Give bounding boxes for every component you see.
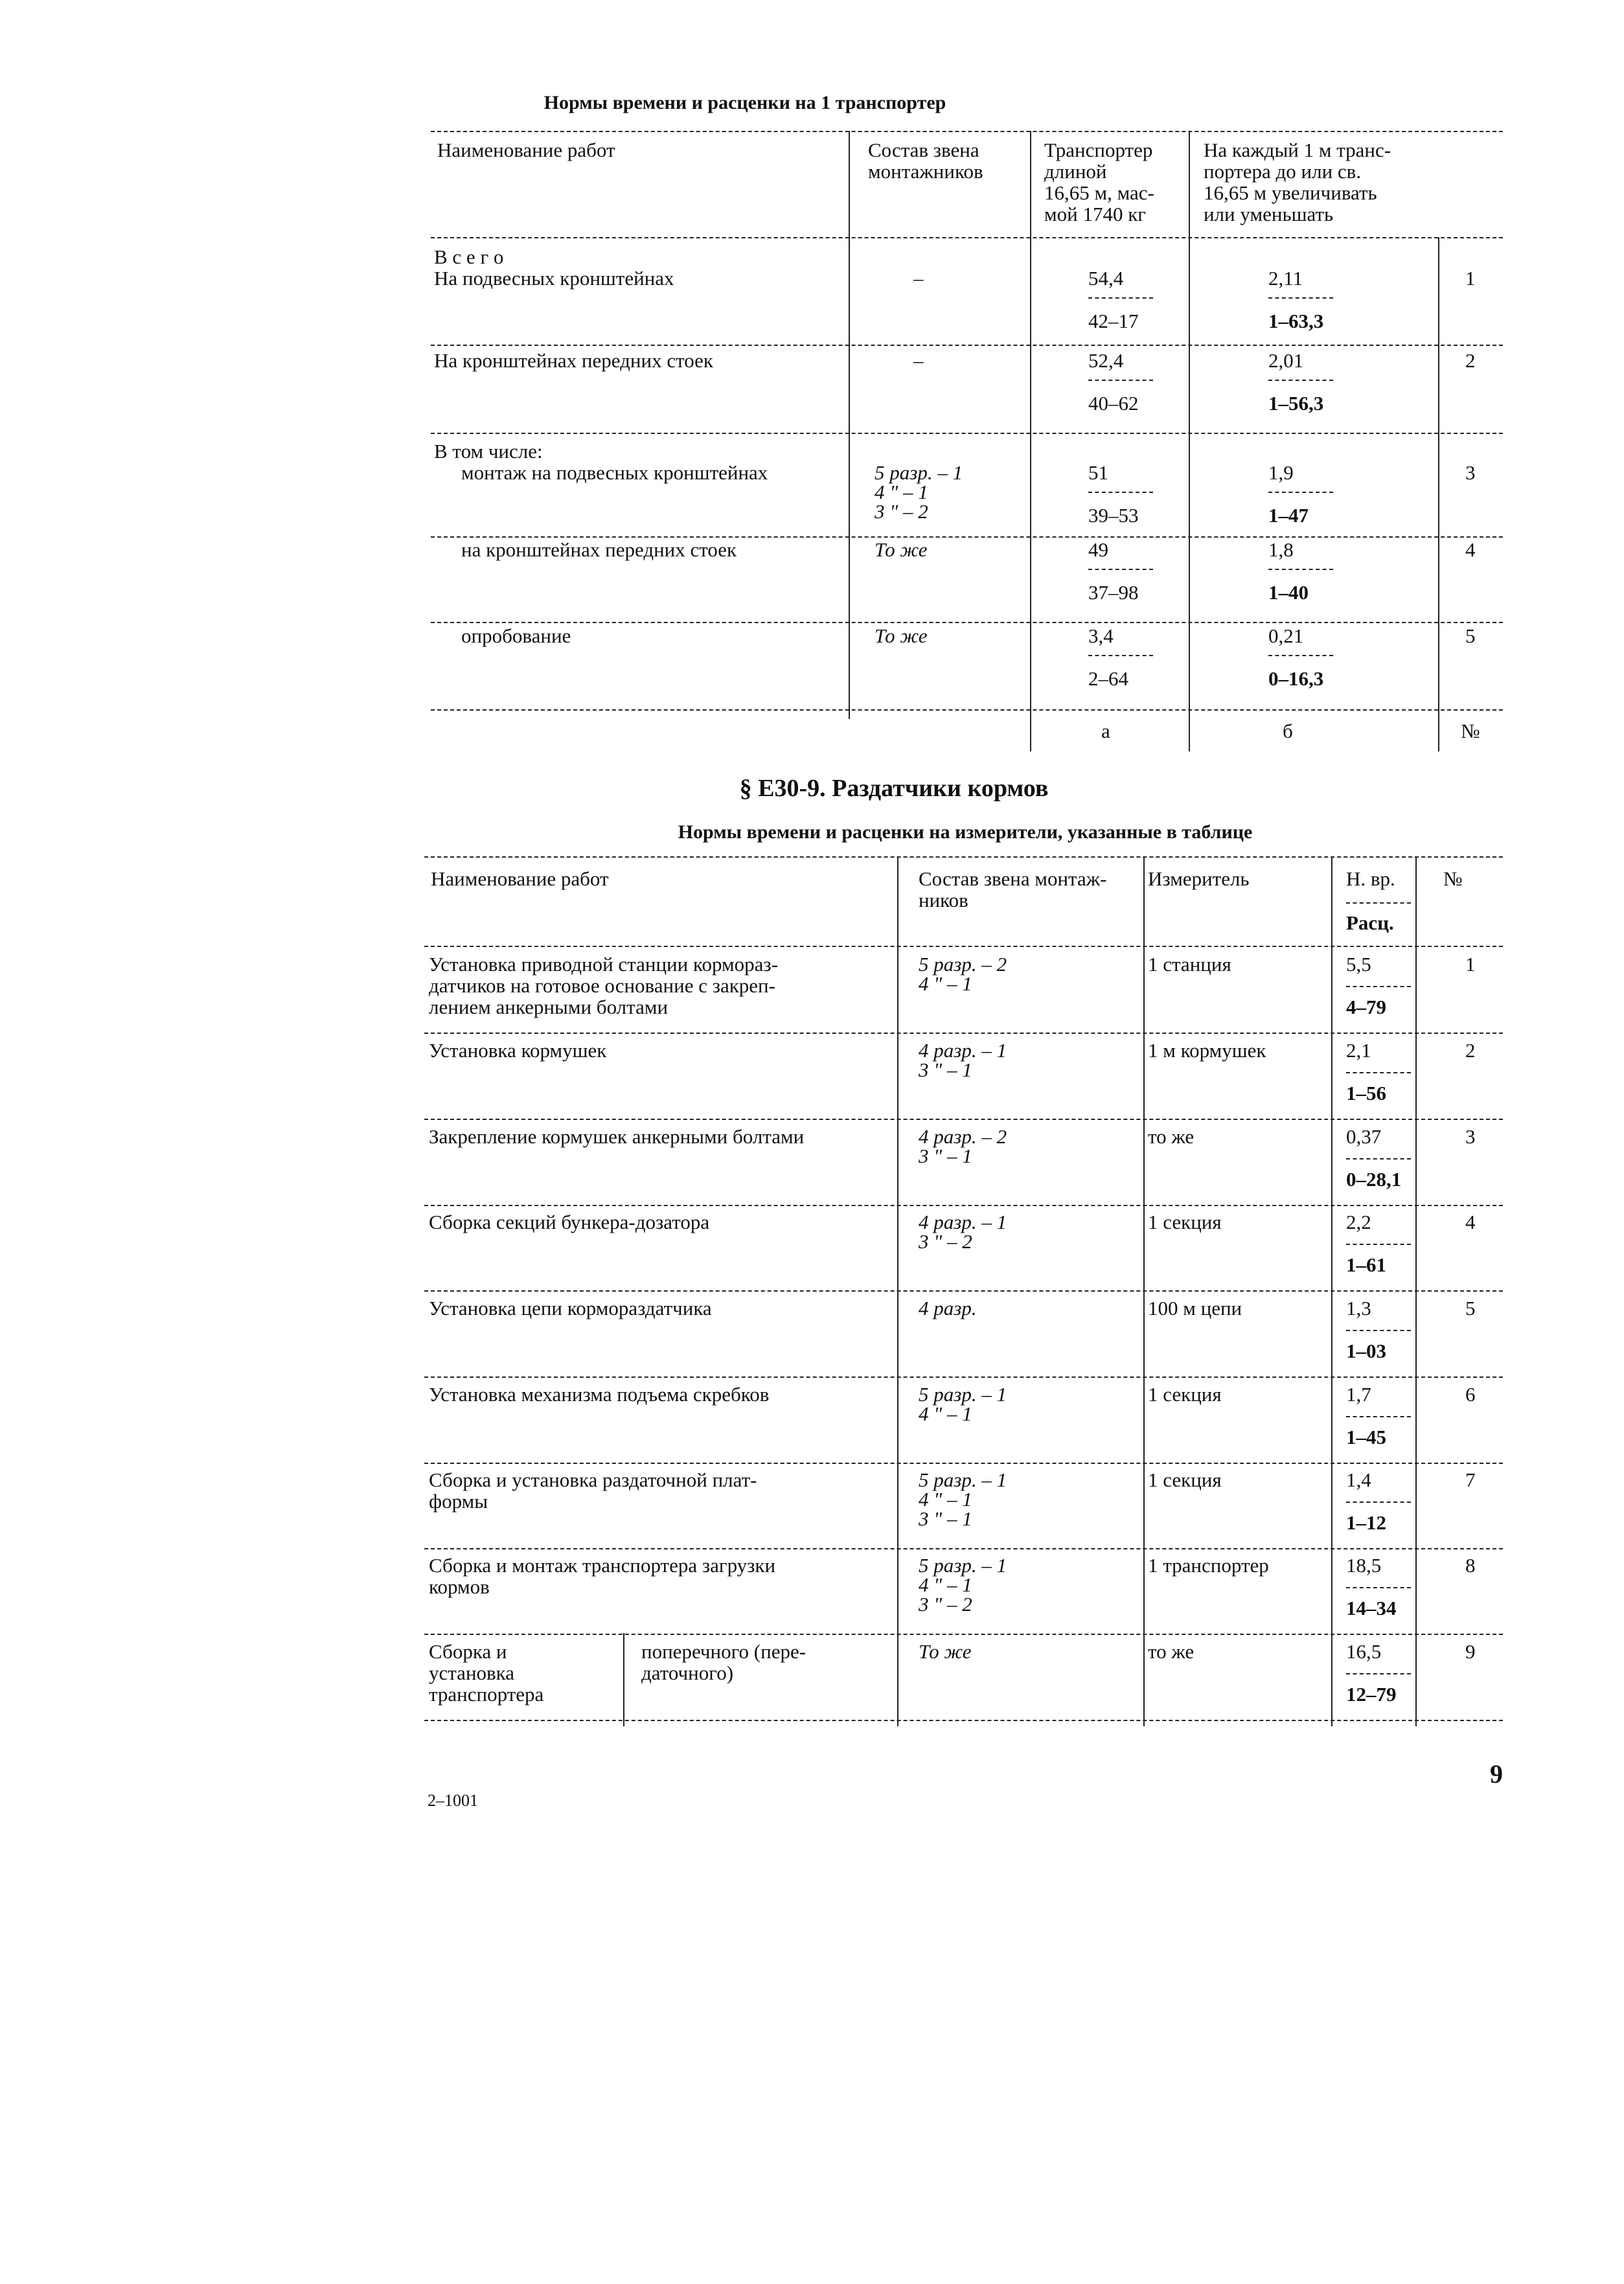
table2-row-crew: 3 " – 1 bbox=[919, 1058, 972, 1081]
table1-row-a-bot: 2–64 bbox=[1088, 667, 1128, 690]
table1-row-name: опробование bbox=[461, 624, 571, 647]
table1-header-permeter-line: На каждый 1 м транс- bbox=[1204, 139, 1391, 161]
table2-row-unit: то же bbox=[1148, 1640, 1195, 1663]
table2-row-crew: 4 разр. – 2 bbox=[919, 1125, 1007, 1148]
table1-row-name: На подвесных кронштейнах bbox=[434, 267, 674, 290]
table2-header-rule bbox=[424, 946, 1503, 947]
table1-row-a-top: 49 bbox=[1088, 538, 1108, 561]
table1-row-a-bar bbox=[1088, 492, 1153, 493]
table2-row-unit: то же bbox=[1148, 1125, 1195, 1148]
table1-row-rule bbox=[431, 622, 1503, 623]
table2-header-norm: Н. вр. bbox=[1346, 867, 1395, 890]
table1-row-rule bbox=[431, 433, 1503, 434]
table2-row-rule bbox=[424, 1205, 1503, 1206]
table1-row-b-bar bbox=[1268, 492, 1333, 493]
table2-row-rate: 1–45 bbox=[1346, 1426, 1386, 1448]
table2-row-crew: 5 разр. – 1 bbox=[919, 1554, 1007, 1577]
table2-row-rate: 1–56 bbox=[1346, 1082, 1386, 1104]
table2-row-rate: 1–61 bbox=[1346, 1253, 1386, 1276]
table1-header-permeter-line: портера до или св. bbox=[1204, 160, 1362, 183]
table2-header-norm-bar bbox=[1346, 902, 1411, 904]
table1-header-crew-line: Состав звена bbox=[868, 139, 979, 161]
table1-row-a-bar bbox=[1088, 297, 1153, 299]
table2-row-number: 4 bbox=[1465, 1211, 1476, 1233]
table1-row-a-top: 52,4 bbox=[1088, 349, 1124, 372]
table2-row-norm: 0,37 bbox=[1346, 1125, 1382, 1148]
table1-header-length-line: мой 1740 кг bbox=[1044, 203, 1146, 225]
table2-row-rate: 14–34 bbox=[1346, 1597, 1397, 1619]
table2-row-crew: 5 разр. – 2 bbox=[919, 953, 1007, 976]
table1-col-divider-2 bbox=[1030, 131, 1031, 751]
footer-code: 2–1001 bbox=[428, 1791, 478, 1810]
table2-row-number: 3 bbox=[1465, 1125, 1476, 1148]
table2-row-norm-bar bbox=[1346, 1158, 1411, 1159]
table2-row-unit: 1 транспортер bbox=[1148, 1554, 1269, 1577]
table2-row-norm-bar bbox=[1346, 1330, 1411, 1331]
table2-row-rule bbox=[424, 1634, 1503, 1635]
table1-col-divider-3 bbox=[1189, 131, 1190, 751]
table1-row-a-top: 51 bbox=[1088, 461, 1108, 484]
table1-row-b-bot: 0–16,3 bbox=[1268, 667, 1324, 690]
table1-row-b-bot: 1–56,3 bbox=[1268, 392, 1324, 415]
table2-row-rate: 1–12 bbox=[1346, 1511, 1386, 1534]
table2-row-norm: 1,7 bbox=[1346, 1383, 1371, 1406]
table2-row-rule bbox=[424, 1119, 1503, 1120]
table2-row-norm: 1,4 bbox=[1346, 1468, 1371, 1491]
table1-row-number: 4 bbox=[1465, 538, 1476, 561]
table2-row-name: датчиков на готовое основание с закреп- bbox=[429, 974, 775, 997]
table1-row-name: В том числе: bbox=[434, 440, 543, 463]
table1-row-a-top: 3,4 bbox=[1088, 624, 1114, 647]
table2-row-number: 2 bbox=[1465, 1039, 1476, 1062]
table1-col-divider-1 bbox=[849, 131, 850, 719]
table2-row-name: Установка кормушек bbox=[429, 1039, 607, 1062]
table2-row-name: формы bbox=[429, 1490, 488, 1513]
table1-row-b-bar bbox=[1268, 655, 1333, 656]
table1-row-name: На кронштейнах передних стоек bbox=[434, 349, 713, 372]
table2-row-name: Сборка и установка раздаточной плат- bbox=[429, 1468, 757, 1491]
table1-row-number: 2 bbox=[1465, 349, 1476, 372]
table2-row-name: Сборка секций бункера-дозатора bbox=[429, 1211, 710, 1233]
table1-row-a-bar bbox=[1088, 569, 1153, 570]
table2-header-unit: Измеритель bbox=[1148, 867, 1250, 890]
table1-footer-a: а bbox=[1101, 720, 1110, 742]
table2-row-name: установка bbox=[429, 1662, 515, 1684]
page-number: 9 bbox=[1490, 1759, 1503, 1788]
table1-header-permeter-line: или уменьшать bbox=[1204, 203, 1334, 225]
table2-row-name: Установка приводной станции корморaз- bbox=[429, 953, 778, 976]
table2-row-rule bbox=[424, 1290, 1503, 1292]
table1-row-name: монтаж на подвесных кронштейнах bbox=[461, 461, 768, 484]
table1-row-a-bot: 42–17 bbox=[1088, 310, 1139, 332]
table2-row-name: Сборка и bbox=[429, 1640, 507, 1663]
table1-row-a-bar bbox=[1088, 380, 1153, 381]
table2-row-norm-bar bbox=[1346, 1673, 1411, 1674]
table2-row-rule bbox=[424, 1376, 1503, 1378]
table2-row-unit: 1 м кормушек bbox=[1148, 1039, 1266, 1062]
table2-row-number: 8 bbox=[1465, 1554, 1476, 1577]
table2-row-norm: 2,2 bbox=[1346, 1211, 1371, 1233]
table2-row-name: Установка механизма подъема скребков bbox=[429, 1383, 770, 1406]
table1-footer-no: № bbox=[1461, 720, 1480, 742]
table2-row-crew: 3 " – 2 bbox=[919, 1593, 972, 1616]
table1-row-number: 1 bbox=[1465, 267, 1476, 290]
table1-row-crew: То же bbox=[875, 624, 928, 647]
table1-header-permeter-line: 16,65 м увеличивать bbox=[1204, 181, 1377, 204]
table1-header-crew-line: монтажников bbox=[868, 160, 983, 183]
table2-row-unit: 1 секция bbox=[1148, 1383, 1222, 1406]
table2-row-number: 7 bbox=[1465, 1468, 1476, 1491]
table1-row-b-bar bbox=[1268, 569, 1333, 570]
table2-header-crew-line: ников bbox=[919, 889, 968, 911]
table2-header-crew-line: Состав звена монтаж- bbox=[919, 867, 1107, 890]
table2-row-number: 1 bbox=[1465, 953, 1476, 976]
table2-row-crew: 4 разр. – 1 bbox=[919, 1039, 1007, 1062]
table1-header-length-line: 16,65 м, мас- bbox=[1044, 181, 1154, 204]
table2-row-crew: 3 " – 1 bbox=[919, 1145, 972, 1167]
table1-header-length-line: длиной bbox=[1044, 160, 1107, 183]
table1-row-rule bbox=[431, 345, 1503, 346]
table2-row-rate: 12–79 bbox=[1346, 1683, 1397, 1706]
table1-header-length-line: Транспортер bbox=[1044, 139, 1153, 161]
table1-row-b-bar bbox=[1268, 380, 1333, 381]
table2-row-crew: 4 " – 1 bbox=[919, 972, 972, 995]
table2-row-crew: 3 " – 1 bbox=[919, 1507, 972, 1530]
table1-header-rule bbox=[431, 237, 1503, 238]
table1-row-crew: То же bbox=[875, 538, 928, 561]
table2-row-rate: 4–79 bbox=[1346, 996, 1386, 1018]
table1-header-name: Наименование работ bbox=[437, 139, 615, 161]
table1-top-rule bbox=[431, 131, 1503, 132]
table2-top-rule bbox=[424, 856, 1503, 858]
table2-row-crew: 5 разр. – 1 bbox=[919, 1468, 1007, 1491]
table1-row-name: В с е г о bbox=[434, 246, 504, 268]
table1-row-crew-dash: – bbox=[913, 349, 924, 372]
table2-row-rate: 1–03 bbox=[1346, 1340, 1386, 1362]
table1-row-b-top: 1,9 bbox=[1268, 461, 1294, 484]
table1-row-b-bot: 1–63,3 bbox=[1268, 310, 1324, 332]
table2-row-norm-bar bbox=[1346, 1502, 1411, 1503]
table2-row-name-sub: даточного) bbox=[641, 1662, 734, 1684]
table2-row-number: 9 bbox=[1465, 1640, 1476, 1663]
table2-row-crew: 4 " – 1 bbox=[919, 1402, 972, 1425]
table2-row-norm: 2,1 bbox=[1346, 1039, 1371, 1062]
table1-row-rule bbox=[431, 536, 1503, 538]
table2-caption: Нормы времени и расценки на измерители, указанные в таблице bbox=[678, 821, 1253, 843]
table2-row-norm: 5,5 bbox=[1346, 953, 1371, 976]
table1-row-crew: 4 " – 1 bbox=[875, 481, 928, 503]
table2-row-rule bbox=[424, 1720, 1503, 1721]
table1-row-b-top: 2,01 bbox=[1268, 349, 1304, 372]
table1-footer-b: б bbox=[1283, 720, 1293, 742]
table2-row-crew: 5 разр. – 1 bbox=[919, 1383, 1007, 1406]
table2-header-name: Наименование работ bbox=[431, 867, 609, 890]
table2-row-crew: 4 разр. bbox=[919, 1297, 977, 1319]
table1-row-a-bot: 40–62 bbox=[1088, 392, 1139, 415]
table2-row-norm-bar bbox=[1346, 1587, 1411, 1588]
table2-row-number: 5 bbox=[1465, 1297, 1476, 1319]
table1-caption: Нормы времени и расценки на 1 транспортер bbox=[543, 92, 946, 113]
table1-row-rule bbox=[431, 709, 1503, 711]
table2-row-norm-bar bbox=[1346, 986, 1411, 987]
table2-row-name: лением анкерными болтами bbox=[429, 996, 669, 1018]
table1-row-crew: 5 разр. – 1 bbox=[875, 461, 963, 484]
table2-row-name: Закрепление кормушек анкерными болтами bbox=[429, 1125, 805, 1148]
table2-row-norm-bar bbox=[1346, 1416, 1411, 1417]
table2-header-no: № bbox=[1443, 867, 1463, 890]
table2-row-crew: 4 разр. – 1 bbox=[919, 1211, 1007, 1233]
table1-row-b-bot: 1–47 bbox=[1268, 504, 1309, 527]
table2-row-rule bbox=[424, 1463, 1503, 1464]
table2-row-norm: 16,5 bbox=[1346, 1640, 1382, 1663]
table2-row-unit: 1 станция bbox=[1148, 953, 1231, 976]
table1-row-b-top: 0,21 bbox=[1268, 624, 1304, 647]
section-title: § Е30-9. Раздатчики кормов bbox=[739, 775, 1049, 802]
table1-row-b-top: 1,8 bbox=[1268, 538, 1294, 561]
table2-row-crew: 4 " – 1 bbox=[919, 1488, 972, 1511]
table2-row-norm: 18,5 bbox=[1346, 1554, 1382, 1577]
table1-row-crew-dash: – bbox=[913, 267, 924, 290]
table2-row-norm-bar bbox=[1346, 1072, 1411, 1073]
table2-row-crew: 3 " – 2 bbox=[919, 1230, 972, 1253]
table1-row-a-bot: 39–53 bbox=[1088, 504, 1139, 527]
table1-row-b-bar bbox=[1268, 297, 1333, 299]
table1-row-number: 5 bbox=[1465, 624, 1476, 647]
table2-row-name: Сборка и монтаж транспортера загрузки bbox=[429, 1554, 776, 1577]
table1-row-b-top: 2,11 bbox=[1268, 267, 1303, 290]
table2-row-rule bbox=[424, 1548, 1503, 1549]
table2-row-norm-bar bbox=[1346, 1244, 1411, 1245]
table2-row-name: Установка цепи кормораздатчика bbox=[429, 1297, 712, 1319]
table2-row-unit: 100 м цепи bbox=[1148, 1297, 1242, 1319]
table2-row-unit: 1 секция bbox=[1148, 1468, 1222, 1491]
table1-row-b-bot: 1–40 bbox=[1268, 581, 1309, 604]
table2-row-crew: 4 " – 1 bbox=[919, 1573, 972, 1596]
table1-col-divider-4 bbox=[1438, 237, 1439, 751]
table2-row-crew: То же bbox=[919, 1640, 972, 1663]
table2-header-rate: Расц. bbox=[1346, 911, 1394, 934]
table1-row-crew: 3 " – 2 bbox=[875, 500, 928, 523]
table1-row-a-bar bbox=[1088, 655, 1153, 656]
table2-row-unit: 1 секция bbox=[1148, 1211, 1222, 1233]
table2-row-norm: 1,3 bbox=[1346, 1297, 1371, 1319]
table2-row-name-sub: поперечного (пере- bbox=[641, 1640, 806, 1663]
table2-row-name: кормов bbox=[429, 1575, 490, 1598]
table2-row-rate: 0–28,1 bbox=[1346, 1168, 1402, 1191]
table2-subcol-divider bbox=[623, 1633, 624, 1726]
table2-row-name: транспортера bbox=[429, 1683, 544, 1706]
table2-row-rule bbox=[424, 1033, 1503, 1034]
table1-row-a-bot: 37–98 bbox=[1088, 581, 1139, 604]
table2-row-number: 6 bbox=[1465, 1383, 1476, 1406]
table1-row-number: 3 bbox=[1465, 461, 1476, 484]
table1-row-a-top: 54,4 bbox=[1088, 267, 1124, 290]
table1-row-name: на кронштейнах передних стоек bbox=[461, 538, 737, 561]
